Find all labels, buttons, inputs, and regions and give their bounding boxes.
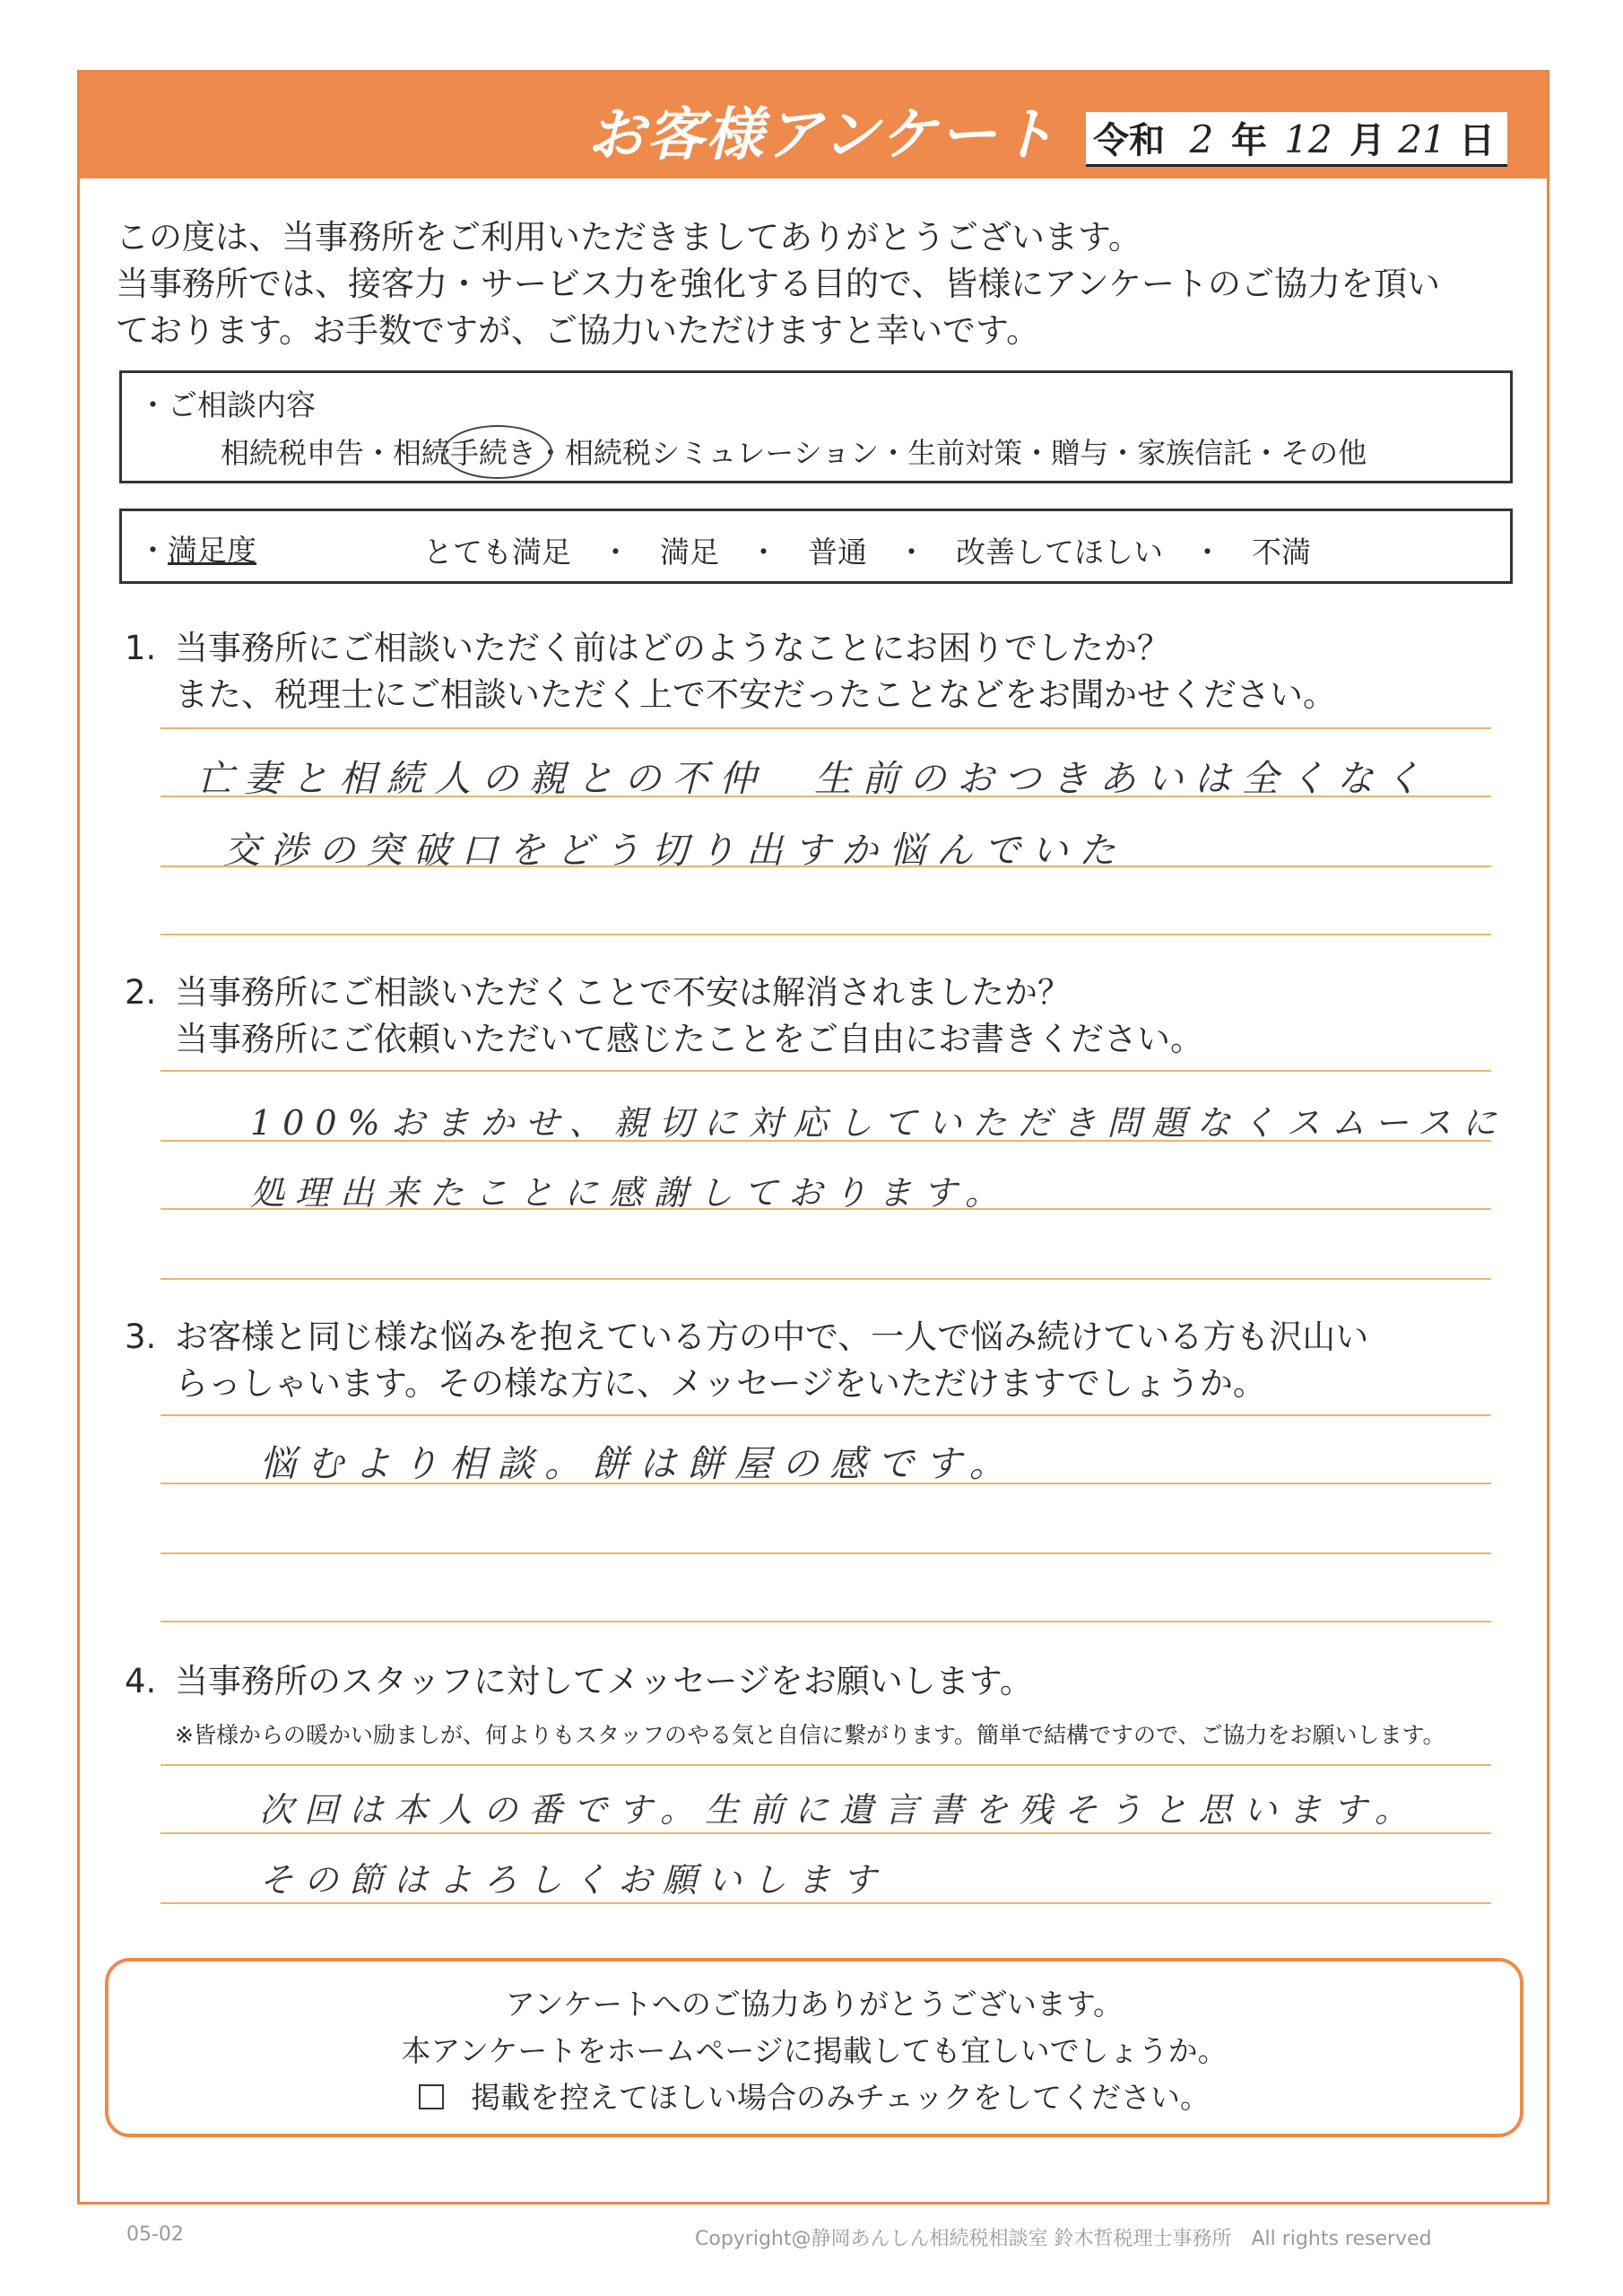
intro-line: この度は、当事務所をご利用いただきましてありがとうございます。: [116, 218, 1142, 257]
date-month-unit: 月: [1350, 120, 1385, 161]
answer-line: [161, 1278, 1491, 1280]
consent-checkbox[interactable]: [419, 2084, 444, 2109]
answer-4-line-2: その節はよろしくお願いします: [259, 1860, 888, 1900]
question-text: 当事務所にご相談いただく前はどのようなことにお困りでしたか？: [175, 629, 1170, 667]
question-3: 3. お客様と同じ様な悩みを抱えている方の中で、一人で悩み続けている方も沢山い らっしゃいます。その様な方に、メッセージをいただけますでしょうか。: [125, 1314, 1523, 1407]
question-2: 2. 当事務所にご相談いただくことで不安は解消されましたか？ 当事務所にご依頼いただいて感じたことをご自由にお書きください。: [125, 970, 1523, 1063]
intro-line: 当事務所では、接客力・サービス力を強化する目的で、皆様にアンケートのご協力を頂い: [116, 265, 1441, 303]
survey-title: お客様アンケート: [587, 102, 1058, 169]
consent-box: [105, 1958, 1523, 2137]
copyright-text: Copyright@静岡あんしん相続税相談室 鈴木哲税理士事務所 All rights reserved: [695, 2228, 1432, 2250]
survey-sheet: [77, 70, 1549, 2250]
answer-2-line-1: 100%おまかせ、親切に対応していただき問題なくスムースに: [250, 1103, 1507, 1143]
satisfaction-options: とても満足 ・ 満足 ・ 普通 ・ 改善してほしい ・ 不満: [423, 535, 1311, 570]
answer-line: [161, 1764, 1491, 1766]
date-day-unit: 日: [1459, 120, 1495, 161]
question-text: 当事務所にご依頼いただいて感じたことをご自由にお書きください。: [175, 1020, 1203, 1058]
question-text: お客様と同じ様な悩みを抱えている方の中で、一人で悩み続けている方も沢山い: [175, 1318, 1369, 1356]
question-text: 当事務所のスタッフに対してメッセージをお願いします。: [175, 1662, 1033, 1700]
intro-text: [116, 214, 1532, 354]
answer-2-line-2: 処理出来たことに感謝しております。: [250, 1173, 1010, 1213]
date-field: [1086, 112, 1507, 167]
answer-line: [161, 934, 1491, 935]
footer-question: 本アンケートをホームページに掲載しても宜しいでしょうか。: [401, 2033, 1228, 2068]
answer-line: [161, 1552, 1491, 1554]
answer-line: [161, 1832, 1491, 1834]
consultation-options: 相続税申告・相続手続き・相続税シミュレーション・生前対策・贈与・家族信託・その他: [221, 436, 1367, 470]
answer-line: [161, 1070, 1491, 1072]
date-year: 2: [1189, 117, 1214, 161]
date-era: 令和: [1093, 120, 1165, 161]
satisfaction-label: ・満足度: [138, 533, 256, 568]
answer-line: [161, 1414, 1491, 1416]
question-1: 1. 当事務所にご相談いただく前はどのようなことにお困りでしたか？ また、税理士にご相談いただく上で不安だったことなどをお聞かせください。: [125, 625, 1523, 718]
answer-1-line-1: 亡妻と相続人の親との不仲 生前のおつきあいは全くなく: [196, 757, 1432, 800]
date-month: 12: [1284, 117, 1332, 161]
form-code: 05-02: [126, 2223, 184, 2246]
answer-3-line-1: 悩むより相談。餅は餅屋の感です。: [259, 1442, 1017, 1485]
date-day: 21: [1398, 117, 1446, 161]
selected-circle-mark: [443, 425, 552, 479]
answer-line: [161, 1621, 1491, 1622]
answer-4-line-1: 次回は本人の番です。生前に遺言書を残そうと思います。: [259, 1790, 1419, 1830]
date-year-unit: 年: [1231, 120, 1267, 161]
question-text: 当事務所にご相談いただくことで不安は解消されましたか？: [175, 973, 1071, 1012]
footer-thanks: アンケートへのご協力ありがとうございます。: [505, 1987, 1124, 2022]
header-bar: [80, 73, 1547, 178]
question-4-note: ※皆様からの暖かい励ましが、何よりもスタッフのやる気と自信に繋がります。簡単で結構ですので、ご協力をお願いします。: [175, 1722, 1445, 1748]
answer-line: [161, 1902, 1491, 1904]
intro-line: ております。お手数ですが、ご協力いただけますと幸いです。: [116, 311, 1040, 350]
consent-row: [108, 2074, 1520, 2121]
question-4: 4. 当事務所のスタッフに対してメッセージをお願いします。: [125, 1662, 1033, 1700]
consultation-label: ・ご相談内容: [138, 387, 316, 422]
consultation-box: [119, 370, 1513, 483]
satisfaction-box: [119, 509, 1513, 584]
question-text: また、税理士にご相談いただく上で不安だったことなどをお聞かせください。: [175, 675, 1336, 714]
answer-line: [161, 727, 1491, 729]
answer-1-line-2: 交渉の突破口をどう切り出すか悩んでいた: [223, 829, 1126, 872]
question-text: らっしゃいます。その様な方に、メッセージをいただけますでしょうか。: [175, 1364, 1266, 1403]
consent-label: 掲載を控えてほしい場合のみチェックをしてください。: [470, 2080, 1210, 2115]
